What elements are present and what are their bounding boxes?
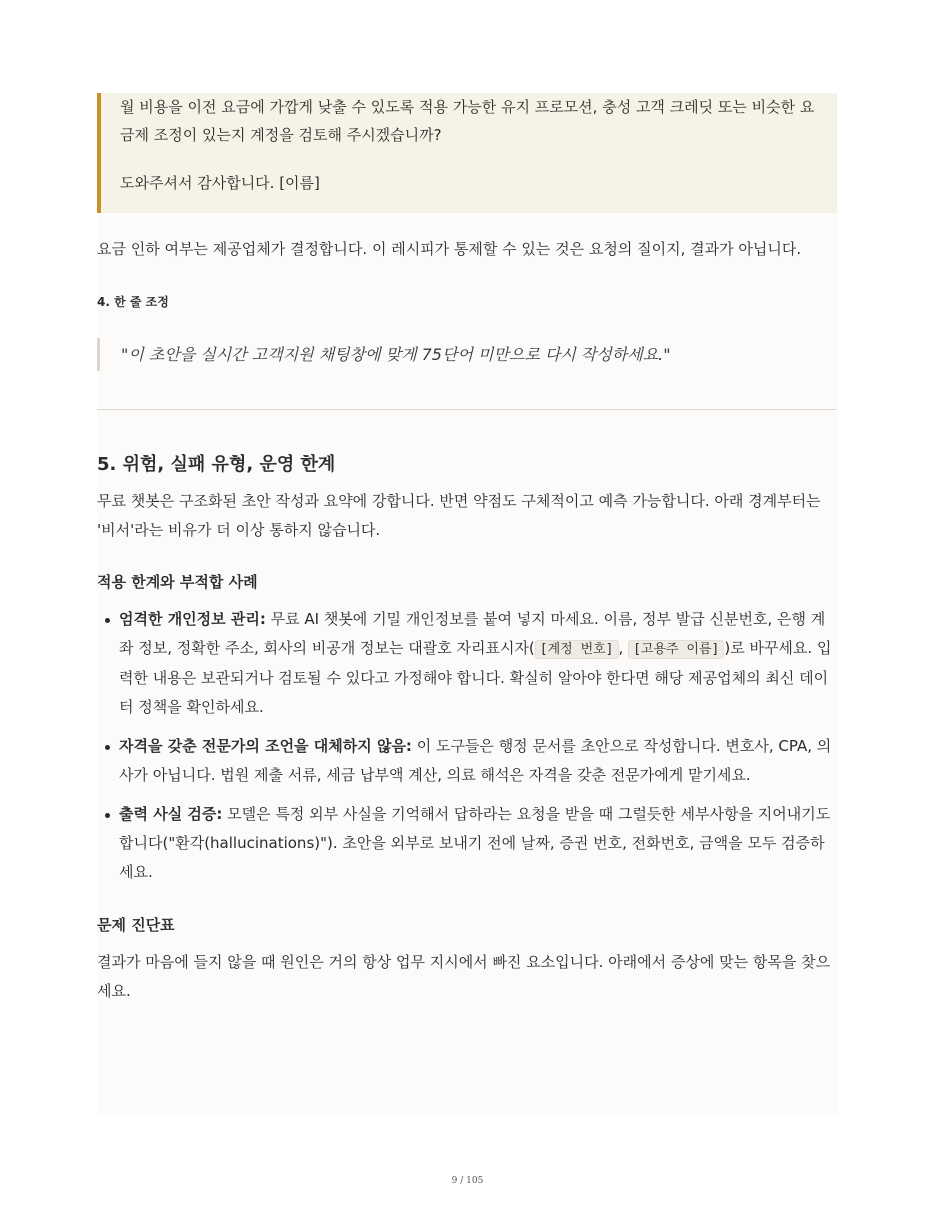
diagnosis-intro: 결과가 마음에 들지 않을 때 원인은 거의 항상 업무 지시에서 빠진 요소입니다. 아래에서 증상에 맞는 항목을 찾으세요. [97,953,831,1000]
list-item-title: 출력 사실 검증: [119,805,223,823]
quote-text: "이 초안을 실시간 고객지원 채팅창에 맞게 75단어 미만으로 다시 작성하세요." [121,345,671,364]
list-item-title: 자격을 갖춘 전문가의 조언을 대체하지 않음: [119,737,412,755]
placeholder-code: [계정 번호] [535,640,619,659]
bullet-dot [105,618,110,623]
step4-heading: 4. 한 줄 조정 [97,295,169,309]
list-item-title: 엄격한 개인정보 관리: [119,610,266,628]
bullet-dot [105,813,110,818]
adjustment-quote [97,338,837,371]
request-callout [97,93,837,213]
list-item-text [119,732,837,790]
list-item [97,800,837,887]
callout-signoff: 도와주셔서 감사합니다. [이름] [120,174,320,192]
list-item-body: 무료 AI 챗봇에 기밀 개인정보를 붙여 넣지 마세요. 이름, 정부 발급 신분번호, 은행 계좌 정보, 정확한 주소, 회사의 비공개 정보는 대괄호 자리표시자( [119,610,826,657]
separator: , [618,639,629,657]
diagnosis-heading: 문제 진단표 [97,916,175,934]
section5-intro: 무료 챗봇은 구조화된 초안 작성과 요약에 강합니다. 반면 약점도 구체적이고 예측 가능합니다. 아래 경계부터는 '비서'라는 비유가 더 이상 통하지 않습니다. [97,492,821,539]
list-item-text [119,605,837,722]
section5-heading: 5. 위험, 실패 유형, 운영 한계 [97,454,336,475]
list-item-body: 이 도구들은 행정 문서를 초안으로 작성합니다. 변호사, CPA, 의사가 아닙니다. 법원 제출 서류, 세금 납부액 계산, 의료 해석은 자격을 갖춘 전문가에게 맡기세요. [119,737,832,784]
section-divider [97,409,837,410]
page-content [97,93,837,1115]
placeholder-code: [고용주 이름] [628,640,724,659]
callout-request-text: 월 비용을 이전 요금에 가깝게 낮출 수 있도록 적용 가능한 유지 프로모션, 충성 고객 크레딧 또는 비슷한 요금제 조정이 있는지 계정을 검토해 주시겠습니까? [120,98,815,144]
outcome-paragraph: 요금 인하 여부는 제공업체가 결정합니다. 이 레시피가 통제할 수 있는 것은 요청의 질이지, 결과가 아닙니다. [97,240,802,258]
list-item-body: 모델은 특정 외부 사실을 기억해서 답하라는 요청을 받을 때 그럴듯한 세부사항을 지어내기도 합니다("환각(hallucinations)"). 초안을 외부로 보내기 전에 날짜, 증권 번호, 전화번호, 금액을 모두 검증하세요. [119,805,831,881]
page-number: 9 / 105 [451,1176,484,1186]
bullet-dot [105,745,110,750]
list-item [97,732,837,790]
limits-heading: 적용 한계와 부적합 사례 [97,573,258,591]
list-item [97,605,837,722]
list-item-text [119,800,837,887]
list-item-body: )로 바꾸세요. 입력한 내용은 보관되거나 검토될 수 있다고 가정해야 합니다. 확실히 알아야 한다면 해당 제공업체의 최신 데이터 정책을 확인하세요. [119,639,832,716]
